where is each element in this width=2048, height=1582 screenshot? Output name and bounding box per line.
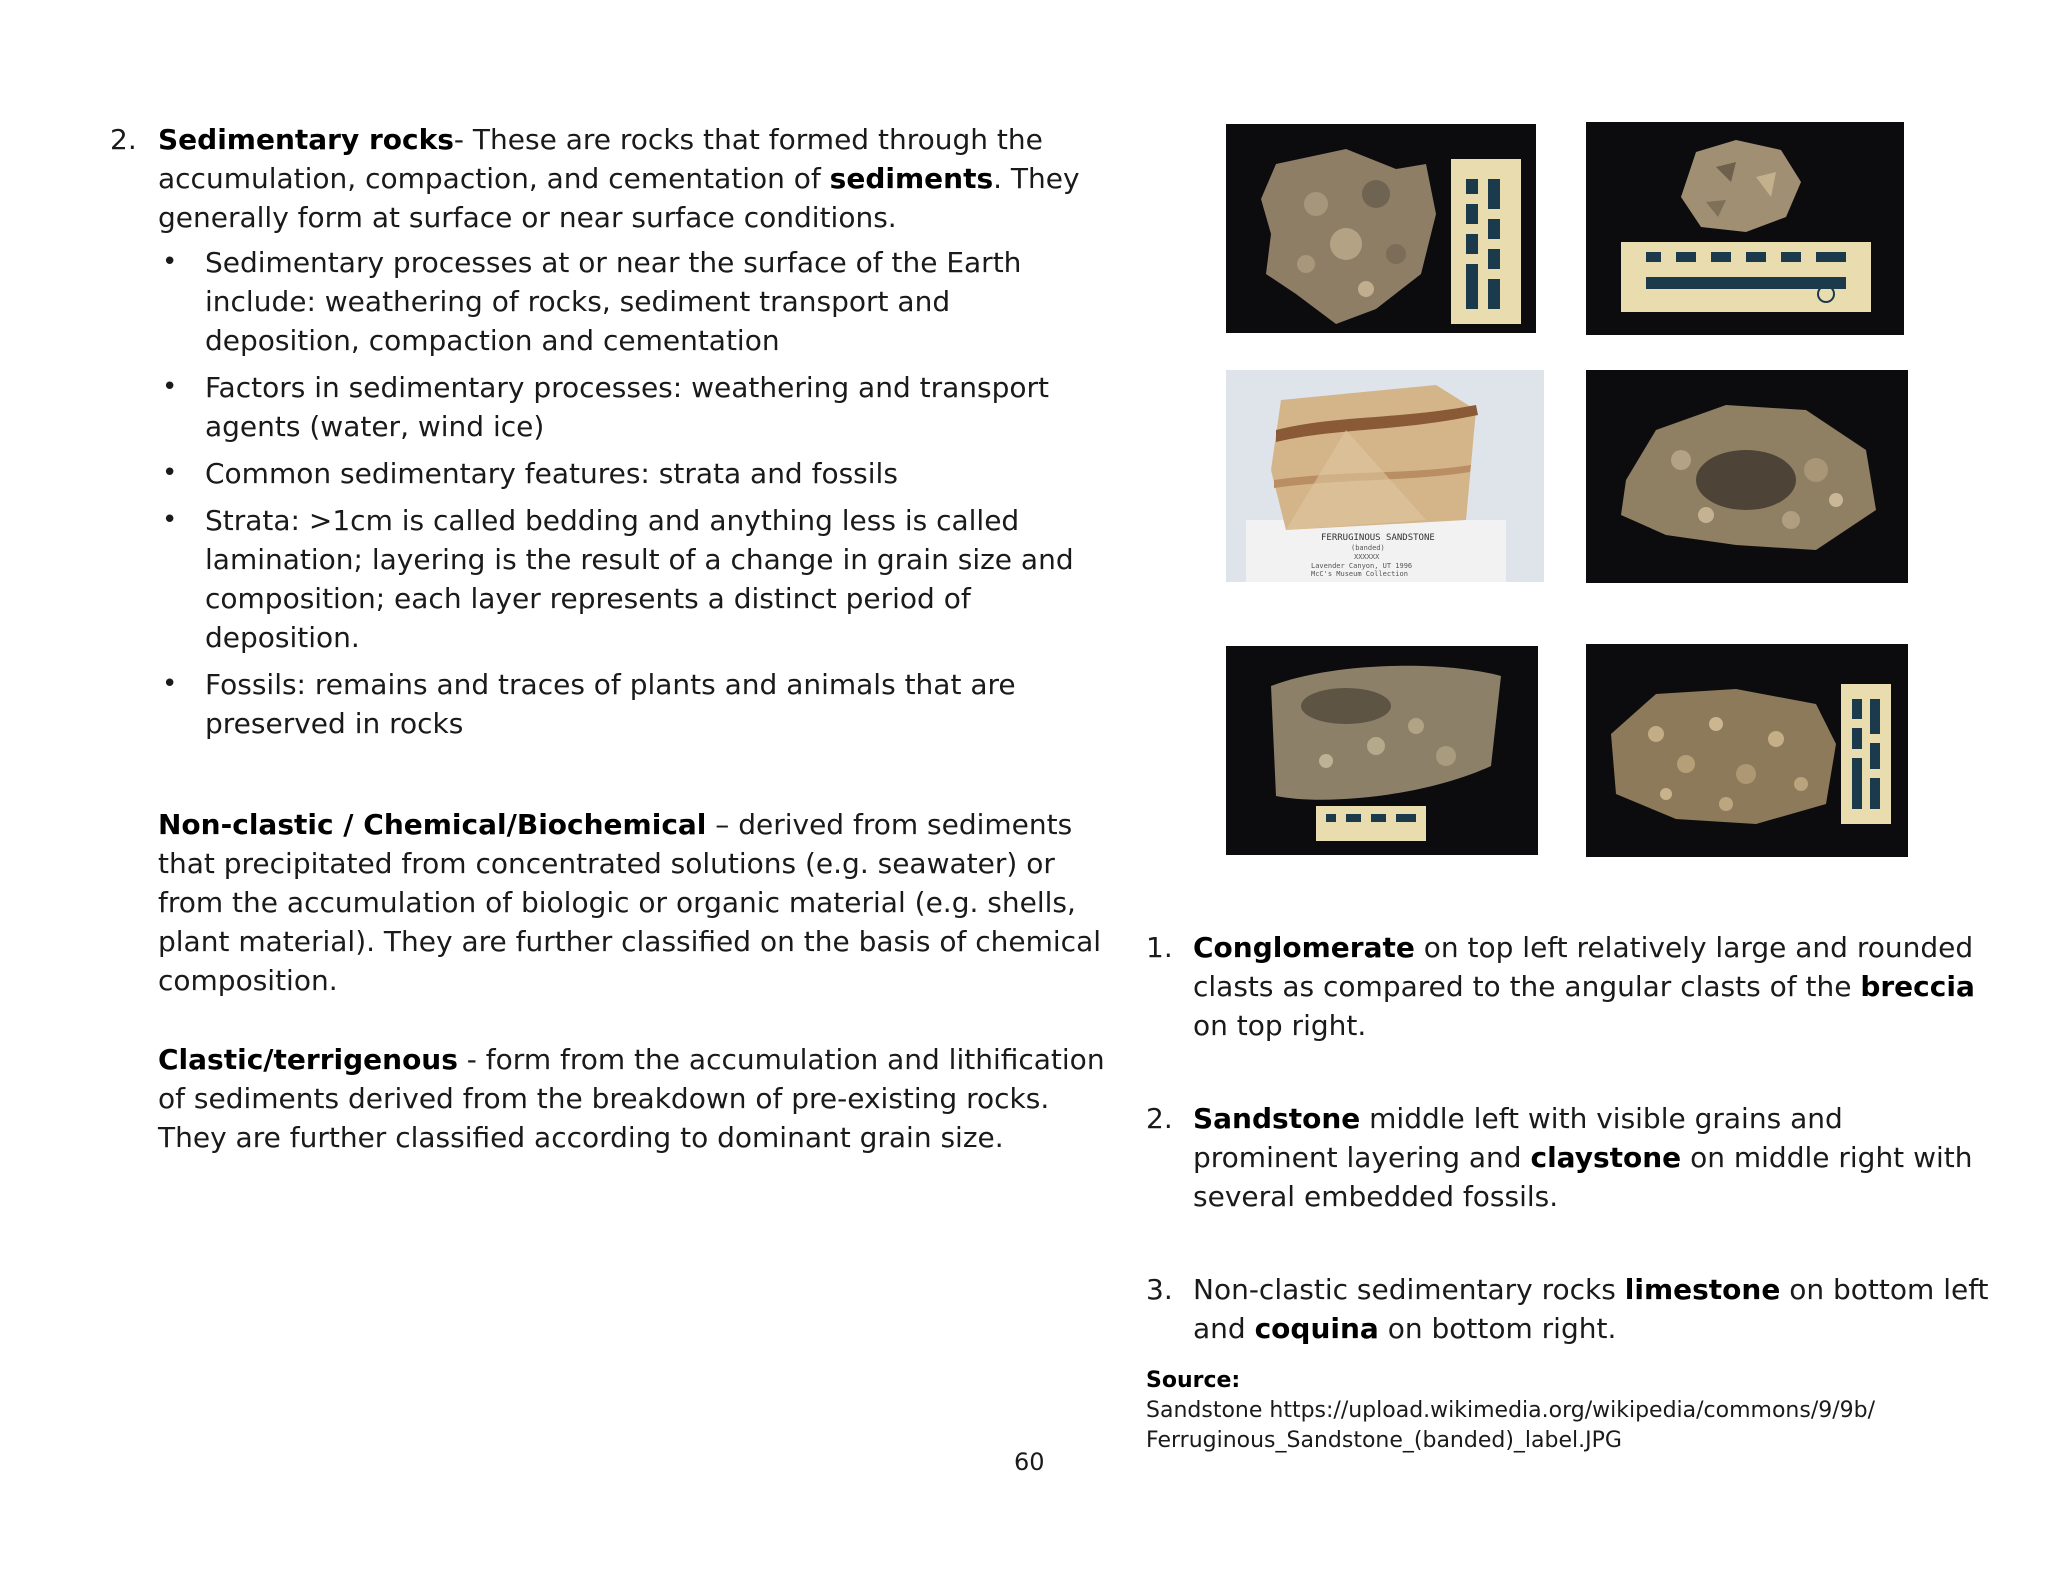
list-item: • Sedimentary processes at or near the surface of the Earth include: weathering of rocks, sediment transport and deposition, compaction and cementation	[158, 243, 1110, 360]
sedimentary-rocks-item	[110, 120, 1110, 237]
source-line: Sandstone https://upload.wikimedia.org/wikipedia/commons/9/9b/	[1146, 1398, 1876, 1423]
bullet-icon: •	[162, 669, 178, 699]
left-column	[110, 120, 1110, 1157]
list-item: 2. Sandstone middle left with visible grains and prominent layering and claystone on middle right with several embedded fossils.	[1146, 1102, 1973, 1213]
bullet-icon: •	[162, 372, 178, 402]
list-item: • Common sedimentary features: strata and fossils	[158, 454, 1110, 493]
sedimentary-rocks-term: Sedimentary rocks	[158, 123, 454, 156]
source-citation	[1146, 1366, 2006, 1456]
clastic-term: Clastic/terrigenous	[158, 1043, 458, 1076]
bullet-list	[158, 243, 1110, 743]
source-label: Source:	[1146, 1368, 1241, 1393]
section-number: 2.	[110, 123, 137, 156]
svg-text:McC's Museum Collection: McC's Museum Collection	[1311, 570, 1408, 578]
sandstone-term: Sandstone	[1193, 1102, 1361, 1135]
breccia-term: breccia	[1860, 970, 1975, 1003]
conglomerate-term: Conglomerate	[1193, 931, 1415, 964]
list-item: 1. Conglomerate on top left relatively large and rounded clasts as compared to the angular clasts of the breccia on top right.	[1146, 931, 1975, 1042]
bullet-icon: •	[162, 247, 178, 277]
list-item: • Strata: >1cm is called bedding and anything less is called lamination; layering is the result of a change in grain size and composition; each layer represents a distinct period of deposition.	[158, 501, 1110, 657]
source-line: Ferruginous_Sandstone_(banded)_label.JPG	[1146, 1428, 1622, 1453]
nonclastic-paragraph: Non-clastic / Chemical/Biochemical – derived from sediments that precipitated from concentrated solutions (e.g. seawater) or from the accumulation of biologic or organic material (e.g. shells, plant material). They are further classified on the basis of chemical composition.	[158, 808, 1102, 997]
page-number: 60	[1014, 1448, 1045, 1476]
claystone-photo	[1586, 370, 1908, 583]
limestone-term: limestone	[1624, 1273, 1781, 1306]
sandstone-photo	[1226, 370, 1544, 582]
coquina-photo	[1586, 644, 1908, 857]
svg-text:FERRUGINOUS SANDSTONE: FERRUGINOUS SANDSTONE	[1321, 533, 1435, 543]
sediments-term: sediments	[829, 162, 994, 195]
svg-text:(banded): (banded)	[1351, 544, 1385, 552]
svg-text:XXXXXX: XXXXXX	[1354, 553, 1380, 561]
conglomerate-photo	[1226, 124, 1536, 333]
list-item: • Factors in sedimentary processes: weathering and transport agents (water, wind ice)	[158, 368, 1110, 446]
list-item: 3. Non-clastic sedimentary rocks limestone on bottom left and coquina on bottom right.	[1146, 1273, 1989, 1345]
breccia-photo	[1586, 122, 1904, 335]
specimen-descriptions	[1146, 928, 1996, 1348]
list-item: • Fossils: remains and traces of plants and animals that are preserved in rocks	[158, 665, 1110, 743]
svg-text:Lavender Canyon, UT 1996: Lavender Canyon, UT 1996	[1311, 562, 1413, 570]
intro-text-2: . They generally form at surface or near surface conditions.	[158, 162, 1080, 234]
coquina-term: coquina	[1254, 1312, 1379, 1345]
nonclastic-term: Non-clastic / Chemical/Biochemical	[158, 808, 707, 841]
limestone-photo	[1226, 646, 1538, 855]
clastic-paragraph: Clastic/terrigenous - form from the accumulation and lithification of sediments derived from the breakdown of pre-existing rocks. They are further classified according to dominant grain size.	[158, 1043, 1105, 1154]
intro-text-1: - These are rocks that formed through the accumulation, compaction, and cementation of	[158, 123, 1043, 195]
claystone-term: claystone	[1530, 1141, 1682, 1174]
bullet-icon: •	[162, 458, 178, 488]
bullet-icon: •	[162, 505, 178, 535]
